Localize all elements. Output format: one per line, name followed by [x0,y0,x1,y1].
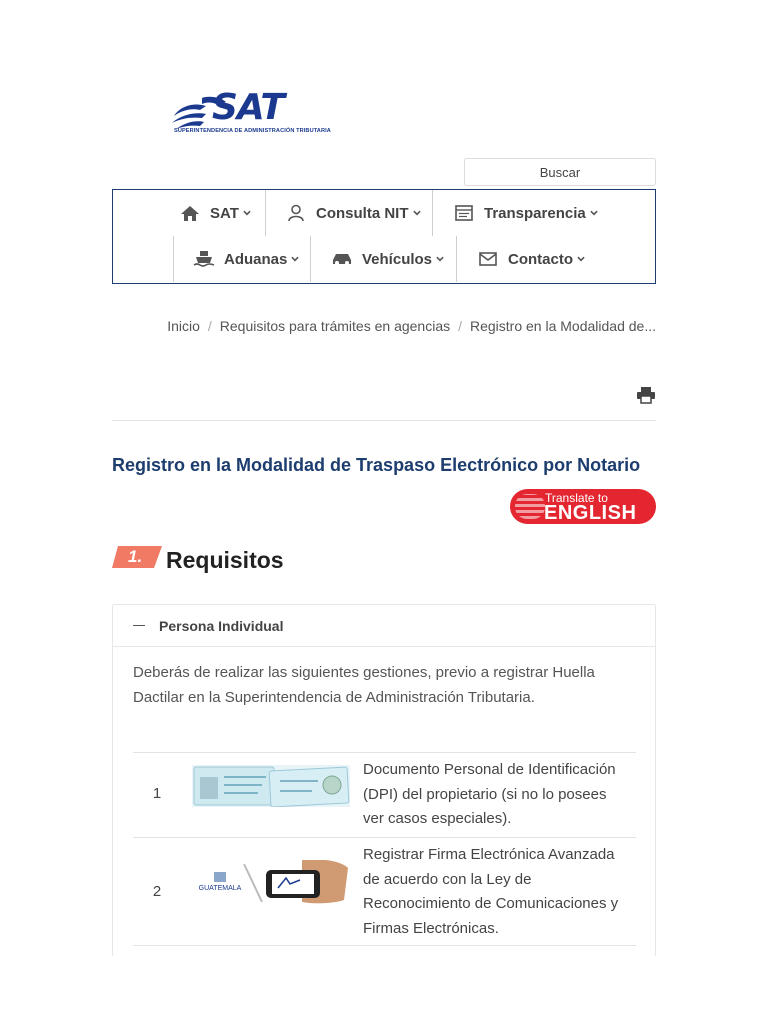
breadcrumb-link-requisitos[interactable]: Requisitos para trámites en agencias [219,318,451,334]
print-icon[interactable] [636,386,656,404]
step-number: 1. [128,547,143,566]
section-title: Requisitos [166,547,284,573]
breadcrumb-link-inicio[interactable]: Inicio [167,318,200,334]
chevron-down-icon [413,209,421,217]
nav-item-aduanas[interactable] [193,236,299,282]
breadcrumb-separator: / [458,318,462,334]
table-row [133,752,636,837]
home-icon [179,204,201,222]
main-nav [112,189,656,284]
nav-item-label: SAT [210,204,239,222]
breadcrumb-current: Registro en la Modalidad de... [470,318,656,334]
nav-item-transparencia[interactable] [453,190,598,236]
envelope-icon [477,250,499,268]
step-badge [112,546,162,568]
sat-logo[interactable] [172,84,344,140]
logo-wordmark: SAT [212,87,284,128]
row-text: Registrar Firma Electrónica Avanzada de acuerdo con la Ley de Reconocimiento de Comunicaciones y Firmas Electrónicas. [363,846,619,937]
guatemala-seal-label: GUATEMALA [198,885,242,892]
document-icon [453,204,475,222]
nav-divider [265,190,266,236]
chevron-down-icon [436,255,444,263]
panel-intro-text: Deberás de realizar las siguientes gestiones, previo a registrar Huella Dactilar en la Superintendencia de Administración Tributaria. [133,664,595,706]
collapse-icon [133,625,145,626]
nav-item-label: Vehículos [362,250,433,268]
page-title: Registro en la Modalidad de Traspaso Electrónico por Notario [112,455,641,475]
breadcrumb [167,318,656,334]
flag-icon [515,494,545,519]
nav-divider [173,236,174,282]
dpi-card-image [192,765,350,807]
nav-item-label: Contacto [508,250,573,268]
nav-divider [456,236,457,282]
translate-line2: ENGLISH [544,502,637,524]
chevron-down-icon [590,209,598,217]
row-number: 2 [152,883,162,900]
nav-item-label: Aduanas [224,250,288,268]
accordion-panel [112,604,656,956]
chevron-down-icon [291,255,299,263]
chevron-down-icon [577,255,585,263]
row-number: 1 [152,785,162,802]
ship-icon [193,250,215,268]
table-row-divider [133,945,636,946]
nav-item-label: Transparencia [484,204,586,222]
requirements-table [133,752,636,945]
car-icon [331,250,353,268]
breadcrumb-separator: / [207,318,212,334]
translate-line1: Translate to [545,491,608,505]
user-icon [285,204,307,222]
nav-divider [432,190,433,236]
accordion-header-label: Persona Individual [159,617,284,634]
table-row [133,837,636,945]
electronic-signature-image [192,860,350,906]
logo-tagline: SUPERINTENDENCIA DE ADMINISTRACIÓN TRIBUTARIA [174,128,331,134]
nav-item-sat[interactable] [179,190,251,236]
row-text: Documento Personal de Identificación (DPI) del propietario (si no lo posees ver casos especiales). [363,761,616,827]
nav-item-label: Consulta NIT [316,204,409,222]
nav-divider [310,236,311,282]
accordion-header-persona-individual[interactable] [113,605,655,647]
chevron-down-icon [243,209,251,217]
nav-item-contacto[interactable] [477,236,585,282]
search-input[interactable]: Buscar [464,158,656,186]
nav-item-consulta-nit[interactable] [285,190,421,236]
divider [112,420,656,421]
nav-item-vehiculos[interactable] [331,236,444,282]
translate-button[interactable] [510,489,656,524]
